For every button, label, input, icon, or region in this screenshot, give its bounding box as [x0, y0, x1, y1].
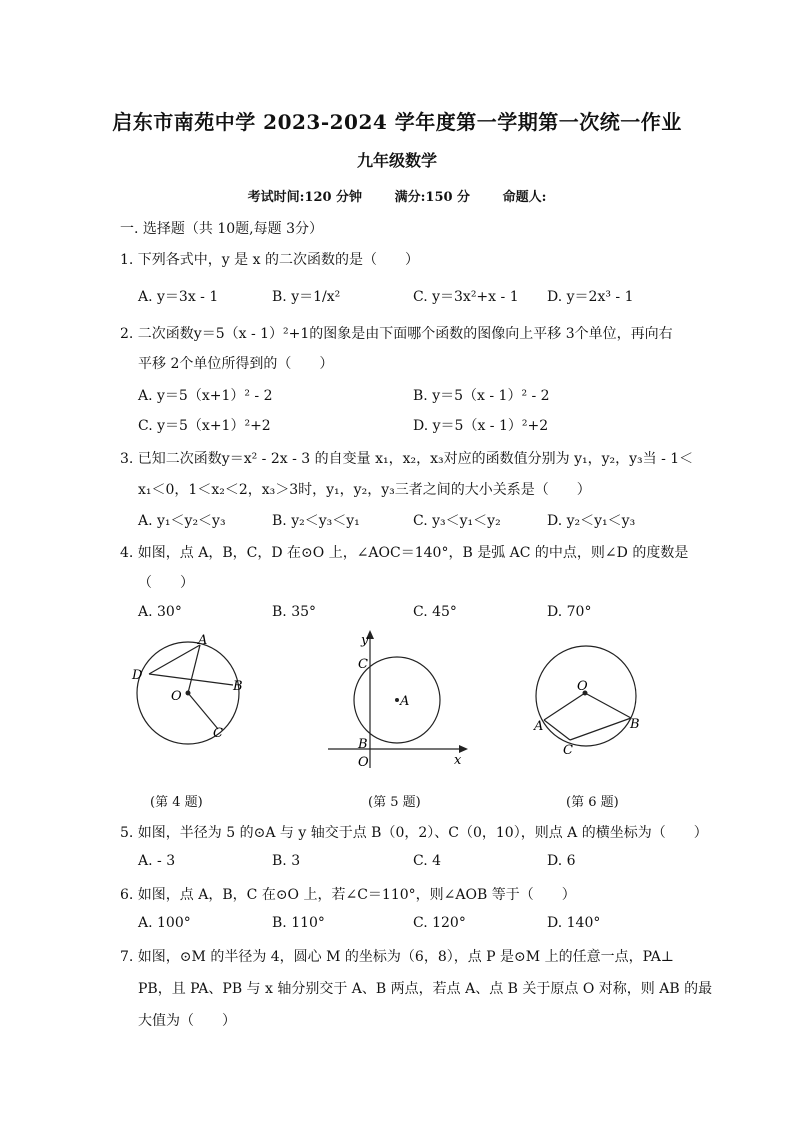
fig6-segment-cb	[570, 718, 631, 740]
q3-option-b: B. y₂＜y₃＜y₁	[272, 513, 360, 529]
fig6-caption: (第 6 题)	[566, 795, 619, 810]
fig5-label-y: y	[361, 633, 369, 648]
q4-option-b: B. 35°	[272, 604, 317, 620]
q3-stem-line1: 3. 已知二次函数y＝x² - 2x - 3 的自变量 x₁，x₂，x₃对应的函数值分别为 y₁，y₂，y₃当 - 1＜	[120, 451, 694, 467]
q7-stem-line3: 大值为（ ）	[138, 1013, 236, 1029]
q2-option-a: A. y＝5（x+1）² - 2	[138, 388, 273, 404]
q5-option-c: C. 4	[413, 853, 442, 869]
author: 命题人:	[502, 190, 547, 205]
page-subtitle: 九年级数学	[356, 151, 437, 170]
q2-option-d: D. y＝5（x - 1）²+2	[413, 418, 549, 434]
q2-option-c: C. y＝5（x+1）²+2	[138, 418, 271, 434]
exam-time: 考试时间:120 分钟	[247, 190, 363, 205]
fig5-label-c: C	[358, 657, 368, 672]
fig4-segment-da	[149, 645, 200, 674]
q4-option-d: D. 70°	[547, 604, 592, 620]
fig6-segment-oa	[544, 693, 585, 720]
q7-stem-line2: PB，且 PA、PB 与 x 轴分别交于 A、B 两点，若点 A、点 B 关于原点 O 对称，则 AB 的最	[138, 981, 713, 997]
q6-option-c: C. 120°	[413, 915, 466, 931]
fig6-label-c: C	[563, 743, 573, 758]
fig6-circle	[536, 646, 636, 746]
q4-stem-line1: 4. 如图，点 A，B，C，D 在⊙O 上，∠AOC＝140°，B 是弧 AC 的中点，则∠D 的度数是	[120, 545, 689, 561]
fig5-x-arrow	[459, 745, 468, 753]
fig4-segment-oa	[188, 645, 200, 693]
q3-stem-line2: x₁＜0，1＜x₂＜2，x₃＞3时，y₁，y₂，y₃三者之间的大小关系是（ ）	[138, 482, 591, 498]
exam-meta	[0, 186, 794, 205]
section-heading: 一. 选择题（共 10题,每题 3分）	[120, 221, 323, 237]
fig5-label-x: x	[454, 753, 462, 768]
q1-option-b: B. y＝1/x²	[272, 289, 341, 305]
q6-option-d: D. 140°	[547, 915, 601, 931]
q1-stem: 1. 下列各式中，y 是 x 的二次函数的是（ ）	[120, 252, 419, 268]
fig6-label-o: O	[577, 679, 588, 694]
fig4-caption: (第 4 题)	[150, 795, 203, 810]
q6-stem: 6. 如图，点 A，B，C 在⊙O 上，若∠C＝110°，则∠AOB 等于（ ）	[120, 887, 576, 903]
q2-stem-line2: 平移 2个单位所得到的（ ）	[138, 356, 334, 372]
q3-option-a: A. y₁＜y₂＜y₃	[138, 513, 226, 529]
q5-option-a: A. - 3	[138, 853, 176, 869]
q3-option-d: D. y₂＜y₁＜y₃	[547, 513, 636, 529]
fig5-label-b: B	[358, 737, 368, 752]
figure-6	[525, 636, 650, 761]
fig5-caption: (第 5 题)	[368, 795, 421, 810]
page-title: 启东市南苑中学 2023-2024 学年度第一学期第一次统一作业	[112, 110, 682, 134]
fig4-label-o: O	[171, 689, 182, 704]
q7-stem-line1: 7. 如图，⊙M 的半径为 4，圆心 M 的坐标为（6，8），点 P 是⊙M 上的任意一点，PA⊥	[120, 949, 674, 965]
q1-option-c: C. y＝3x²+x - 1	[413, 289, 519, 305]
fig5-label-o: O	[358, 755, 369, 770]
fig6-label-b: B	[630, 717, 640, 732]
q3-option-c: C. y₃＜y₁＜y₂	[413, 513, 501, 529]
fig4-label-b: B	[233, 679, 243, 694]
q2-stem-line1: 2. 二次函数y＝5（x - 1）²+1的图象是由下面哪个函数的图像向上平移 3个单位，再向右	[120, 326, 673, 342]
q1-option-d: D. y＝2x³ - 1	[547, 289, 634, 305]
fig5-label-a: A	[400, 694, 410, 709]
q5-option-b: B. 3	[272, 853, 301, 869]
full-score: 满分:150 分	[394, 190, 471, 205]
fig4-label-c: C	[213, 726, 223, 741]
q5-stem: 5. 如图，半径为 5 的⊙A 与 y 轴交于点 B（0，2）、C（0，10），则点 A 的横坐标为（ ）	[120, 825, 708, 841]
q1-option-a: A. y＝3x - 1	[138, 289, 219, 305]
q2-option-b: B. y＝5（x - 1）² - 2	[413, 388, 550, 404]
fig4-label-d: D	[132, 668, 143, 683]
q4-stem-line2: （ ）	[138, 575, 194, 591]
fig4-label-a: A	[198, 633, 208, 648]
q6-option-b: B. 110°	[272, 915, 325, 931]
fig6-label-a: A	[534, 719, 544, 734]
fig4-segment-oc	[188, 693, 218, 729]
q5-option-d: D. 6	[547, 853, 576, 869]
figure-4	[125, 630, 255, 755]
fig4-center-dot	[186, 691, 191, 696]
q4-option-c: C. 45°	[413, 604, 457, 620]
q4-option-a: A. 30°	[138, 604, 182, 620]
figure-5	[318, 628, 474, 774]
fig6-segment-ob	[585, 693, 631, 718]
fig5-center-dot	[395, 698, 399, 702]
q6-option-a: A. 100°	[138, 915, 191, 931]
